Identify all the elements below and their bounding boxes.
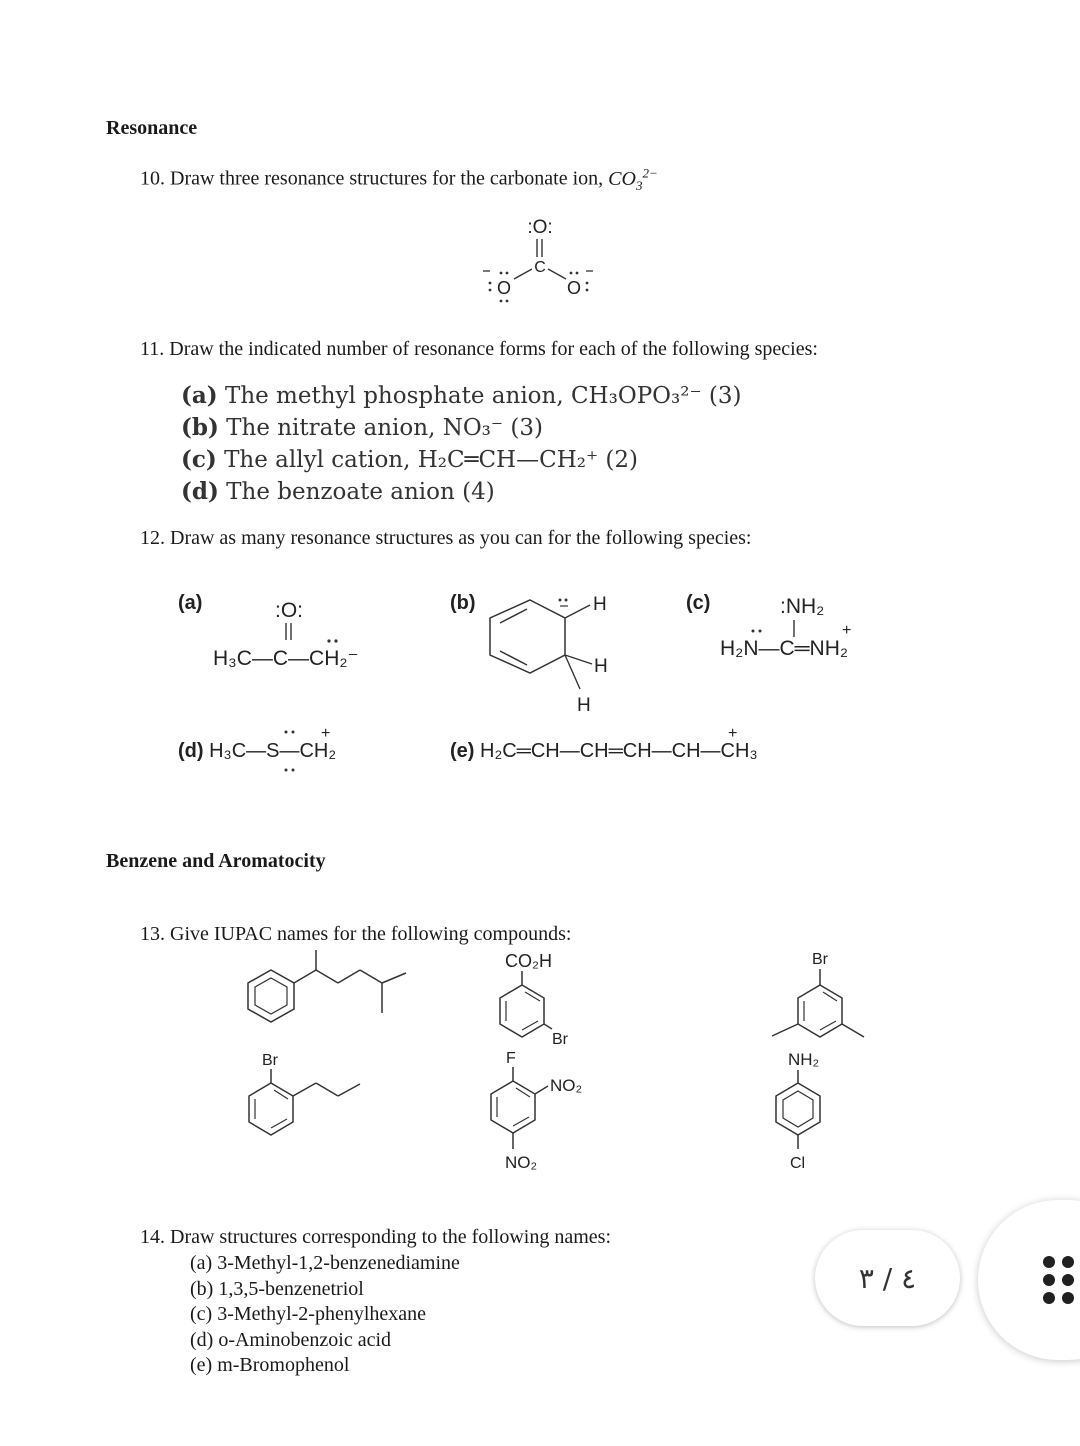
q11-item-c <box>181 444 742 476</box>
carbonate-charge: 2− <box>642 165 658 180</box>
q14-item-b: (b) 1,3,5-benzenetriol <box>190 1277 364 1300</box>
q14-item-a: (a) 3-Methyl-1,2-benzenediamine <box>190 1252 460 1274</box>
q13-compound-1 <box>248 950 406 1022</box>
q13-compound-2 <box>500 951 569 1048</box>
q13-compound-4 <box>249 1052 360 1135</box>
q12d-formula: H₃C—S—CH₂ <box>209 740 337 762</box>
q13-no2-a: NO₂ <box>550 1076 583 1095</box>
q14-item-d: (d) o-Aminobenzoic acid <box>190 1328 392 1351</box>
q12c-structure <box>710 585 890 675</box>
q12c-formula: H₂N—C═NH₂ <box>720 637 849 660</box>
q12e <box>450 740 758 763</box>
carbonate-formula: CO <box>608 167 636 190</box>
q12d-charges <box>280 722 340 782</box>
q12e-label: (e) <box>450 740 475 762</box>
question-13-text: 13. Give IUPAC names for the following compounds: <box>140 923 572 945</box>
q13-co2h: CO₂H <box>505 951 552 971</box>
svg-text:+: + <box>728 725 738 742</box>
question-11-list <box>181 380 742 508</box>
menu-button[interactable] <box>978 1200 1080 1360</box>
q11-item-c-text: The allyl cation, H₂C═CH—CH₂⁺ (2) <box>224 447 639 473</box>
svg-text:+: + <box>842 622 852 639</box>
q11-item-a-label: (a) <box>181 382 218 409</box>
q12b-label: (b) <box>450 592 476 614</box>
q11-item-a <box>181 380 742 412</box>
q12d-label: (d) <box>178 740 204 762</box>
q12a-formula: H₃C—C—CH₂⁻ <box>213 647 359 670</box>
q11-item-b-text: The nitrate anion, NO₃⁻ (3) <box>226 415 543 441</box>
q12a-oxygen: :O: <box>274 599 304 622</box>
question-11-text: 11. Draw the indicated number of resonance forms for each of the following species: <box>140 338 818 360</box>
q13-structures <box>230 945 890 1185</box>
q14-item-e: (e) m-Bromophenol <box>190 1354 350 1376</box>
q12b-structure <box>480 585 640 720</box>
q12a-structure <box>205 585 395 675</box>
q11-item-b-label: (b) <box>181 414 219 441</box>
q13-nh2: NH₂ <box>788 1050 820 1069</box>
section-heading-benzene: Benzene and Aromatocity <box>106 850 326 872</box>
carbonate-carbon: C <box>534 259 546 276</box>
question-10-text: 10. Draw three resonance structures for the carbonate ion, <box>140 167 604 190</box>
question-14-list <box>190 1251 460 1379</box>
q12e-formula: H₂C═CH—CH═CH—CH—CH₃ <box>480 740 758 762</box>
q13-compound-3 <box>772 951 864 1037</box>
q11-item-c-label: (c) <box>181 446 217 473</box>
q13-cl: Cl <box>790 1155 806 1172</box>
q12b-h-right: H <box>594 656 608 677</box>
q14-item-c: (c) 3-Methyl-2-phenylhexane <box>190 1303 427 1325</box>
q12c-nh2: :NH₂ <box>780 595 825 618</box>
carbonate-left-oxygen: O <box>496 278 512 298</box>
page-indicator-text: ٤ / ٣ <box>858 1261 917 1295</box>
question-10 <box>140 165 658 194</box>
carbonate-top-oxygen: :O: <box>527 217 553 238</box>
q11-item-d-label: (d) <box>181 478 219 505</box>
q12b-h-top: H <box>593 594 607 615</box>
carbonate-sub: 3 <box>635 177 643 193</box>
carbonate-structure <box>470 205 610 310</box>
q13-no2-b: NO₂ <box>505 1153 538 1172</box>
svg-text:+: + <box>321 725 331 742</box>
q11-item-a-text: The methyl phosphate anion, CH₃OPO₃²⁻ (3) <box>224 383 742 409</box>
q13-br-4: Br <box>262 1052 278 1069</box>
q11-item-b <box>181 412 742 444</box>
q13-compound-5 <box>491 1050 582 1172</box>
q13-br-3: Br <box>812 951 828 968</box>
section-heading-resonance: Resonance <box>106 117 198 139</box>
q11-item-d-text: The benzoate anion (4) <box>226 479 495 505</box>
page-indicator[interactable] <box>815 1230 960 1326</box>
q11-item-d <box>181 476 742 508</box>
q13-compound-6 <box>776 1050 820 1172</box>
question-14-text: 14. Draw structures corresponding to the following names: <box>140 1226 612 1248</box>
q13-f: F <box>506 1050 516 1067</box>
q12b-h-bottom: H <box>577 695 591 716</box>
carbonate-right-oxygen: O <box>566 278 582 298</box>
question-12-text: 12. Draw as many resonance structures as you can for the following species: <box>140 527 752 549</box>
q12a-label: (a) <box>178 592 203 614</box>
q12c-label: (c) <box>686 592 711 614</box>
q13-br-2: Br <box>552 1031 568 1048</box>
q12e-charge <box>720 722 750 746</box>
